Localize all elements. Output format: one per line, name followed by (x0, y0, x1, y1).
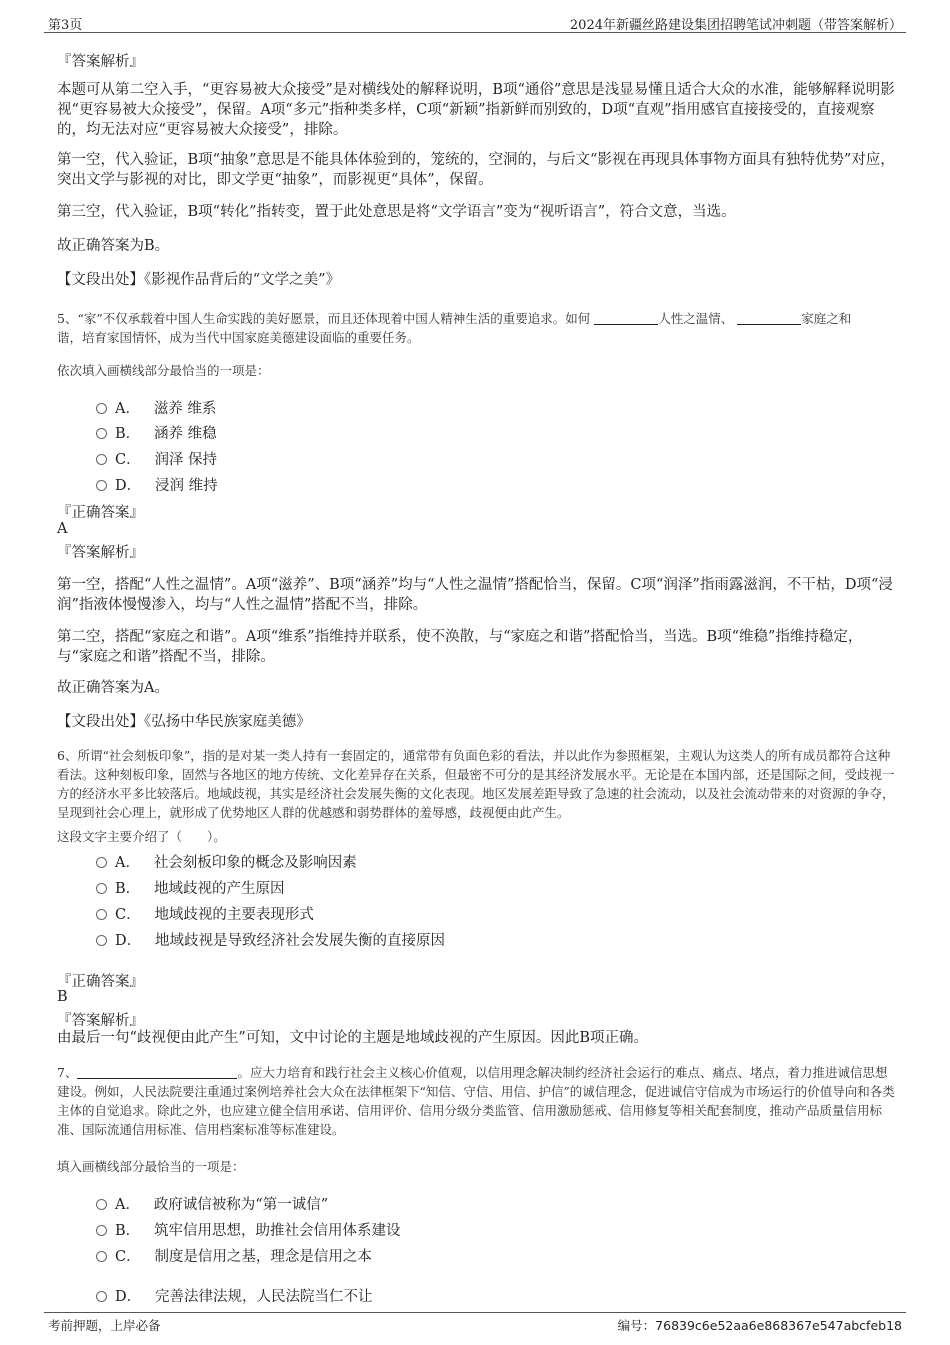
q7-prompt: 填入画横线部分最恰当的一项是： (57, 1159, 245, 1174)
document-title: 2024年新疆丝路建设集团招聘笔试冲刺题（带答案解析） (569, 18, 902, 33)
radio-icon[interactable] (96, 1199, 107, 1210)
q6-analysis-label: 『答案解析』 (57, 1013, 144, 1029)
q6-answer-label: 『正确答案』 (57, 974, 144, 990)
q6-answer: B (57, 989, 68, 1005)
q4-analysis-p3: 第三空，代入验证，B项“转化”指转变，置于此处意思是将“文学语言”变为“视听语言”，符合文意，当选。 (57, 204, 736, 220)
q6-option-c[interactable]: C． 地域歧视的主要表现形式 (96, 903, 314, 924)
q6-stem: 6、所谓“社会刻板印象”，指的是对某一类人持有一套固定的，通常带有负面色彩的看法，并以此作为参照框架，主观认为这类人的所有成员都符合这种看法。这种刻板印象，固然与各地区的地方传统、文化差异存在关系，但最密不可分的是其经济发展水平。无论是在本国内部，还是国际之间，受歧视一方的经济水平多比较落后。地域歧视，其实是经济社会发展失衡的文化表现。地区发展差距导致了急速的社会流动，以及社会流动带来的对资源的争夺，呈现到社会心理上，就形成了优势地区人群的优越感和弱势群体的羞辱感，歧视便由此产生。 (57, 748, 895, 820)
q4-source: 【文段出处】《影视作品背后的“文学之美”》 (57, 272, 341, 288)
q5-source: 【文段出处】《弘扬中华民族家庭美德》 (57, 714, 311, 730)
q5-analysis-p1: 第一空，搭配“人性之温情”。A项“滋养”、B项“涵养”均与“人性之温情”搭配恰当，保留。C项“润泽”指雨露滋润，不干枯，D项“浸润”指液体慢慢渗入，均与“人性之温情”搭配不当，排除。 (57, 577, 893, 613)
footer-slogan: 考前押题，上岸必备 (48, 1318, 161, 1333)
radio-icon[interactable] (96, 454, 107, 465)
radio-icon[interactable] (96, 480, 107, 491)
radio-icon[interactable] (96, 909, 107, 920)
radio-icon[interactable] (96, 1251, 107, 1262)
page-number: 第3页 (48, 18, 83, 33)
q5-prompt: 依次填入画横线部分最恰当的一项是： (57, 363, 270, 378)
q5-option-a[interactable]: A． 滋养 维系 (96, 397, 216, 418)
q5-option-c[interactable]: C． 润泽 保持 (96, 448, 217, 469)
q7-blank[interactable] (77, 1066, 237, 1079)
q6-option-b[interactable]: B． 地域歧视的产生原因 (96, 877, 284, 898)
q7-option-a[interactable]: A． 政府诚信被称为“第一诚信” (96, 1193, 328, 1214)
q4-analysis-p1: 本题可从第二空入手，“更容易被大众接受”是对横线处的解释说明，B项“通俗”意思是浅显易懂且适合大众的水准，能够解释说明影视“更容易被大众接受”，保留。A项“多元”指种类多样，C项“新颖”指新鲜而别致的，D项“直观”指用感官直接接受的，直接观察的，均无法对应“更容易被大众接受”，排除。 (57, 82, 895, 138)
radio-icon[interactable] (96, 428, 107, 439)
q5-blank-2[interactable] (737, 312, 801, 325)
q5-option-b[interactable]: B． 涵养 维稳 (96, 422, 217, 443)
q6-option-d[interactable]: D． 地域歧视是导致经济社会发展失衡的直接原因 (96, 929, 445, 950)
q5-conclusion: 故正确答案为A。 (57, 680, 169, 696)
radio-icon[interactable] (96, 935, 107, 946)
radio-icon[interactable] (96, 857, 107, 868)
q7-option-b[interactable]: B． 筑牢信用思想，助推社会信用体系建设 (96, 1219, 400, 1240)
q6-analysis: 由最后一句“歧视便由此产生”可知，文中讨论的主题是地域歧视的产生原因。因此B项正确。 (57, 1030, 648, 1046)
q5-stem: 5、“家”不仅承载着中国人生命实践的美好愿景，而且还体现着中国人精神生活的重要追求。如何 人性之温情、 家庭之和 谐，培育家国情怀，成为当代中国家庭美德建设面临的重要任务。 (57, 311, 852, 345)
q6-option-a[interactable]: A． 社会刻板印象的概念及影响因素 (96, 851, 357, 872)
q5-analysis-p2: 第二空，搭配“家庭之和谐”。A项“维系”指维持并联系，使不涣散，与“家庭之和谐”搭配恰当，当选。B项“维稳”指维持稳定，与“家庭之和谐”搭配不当，排除。 (57, 629, 863, 665)
radio-icon[interactable] (96, 1291, 107, 1302)
q4-analysis-label: 『答案解析』 (57, 54, 144, 70)
q7-stem: 7、 。应大力培育和践行社会主义核心价值观，以信用理念解决制约经济社会运行的难点、痛点、堵点，着力推进诚信思想建设。例如，人民法院要注重通过案例培养社会大众在法律框架下“知信、守信、用信、护信”的诚信理念，促进诚信守信成为市场运行的价值导向和各类主体的自觉追求。除此之外，也应建立健全信用承诺、信用评价、信用分级分类监管、信用激励惩戒、信用修复等相关配套制度，推动产品质量信用标准、国际流通信用标准、信用档案标准等标准建设。 (57, 1065, 895, 1137)
radio-icon[interactable] (96, 403, 107, 414)
q4-conclusion: 故正确答案为B。 (57, 238, 170, 254)
q7-option-c[interactable]: C． 制度是信用之基，理念是信用之本 (96, 1245, 372, 1266)
radio-icon[interactable] (96, 883, 107, 894)
q5-analysis-label: 『答案解析』 (57, 545, 144, 561)
q4-analysis-p2: 第一空，代入验证，B项“抽象”意思是不能具体体验到的，笼统的，空洞的，与后文“影视在再现具体事物方面具有独特优势”对应，突出文学与影视的对比，即文学更“抽象”，而影视更“具体”，保留。 (57, 152, 895, 188)
q5-blank-1[interactable] (594, 312, 658, 325)
document-code: 编号：76839c6e52aa6e868367e547abcfeb18 (617, 1318, 902, 1333)
q7-option-d[interactable]: D． 完善法律法规，人民法院当仁不让 (96, 1285, 372, 1306)
q5-option-d[interactable]: D． 浸润 维持 (96, 474, 218, 495)
q5-answer: A (57, 521, 68, 537)
radio-icon[interactable] (96, 1225, 107, 1236)
page-footer (44, 1312, 906, 1333)
page-header (44, 12, 906, 33)
q6-prompt: 这段文字主要介绍了（ ）。 (57, 829, 226, 844)
q5-answer-label: 『正确答案』 (57, 505, 144, 521)
